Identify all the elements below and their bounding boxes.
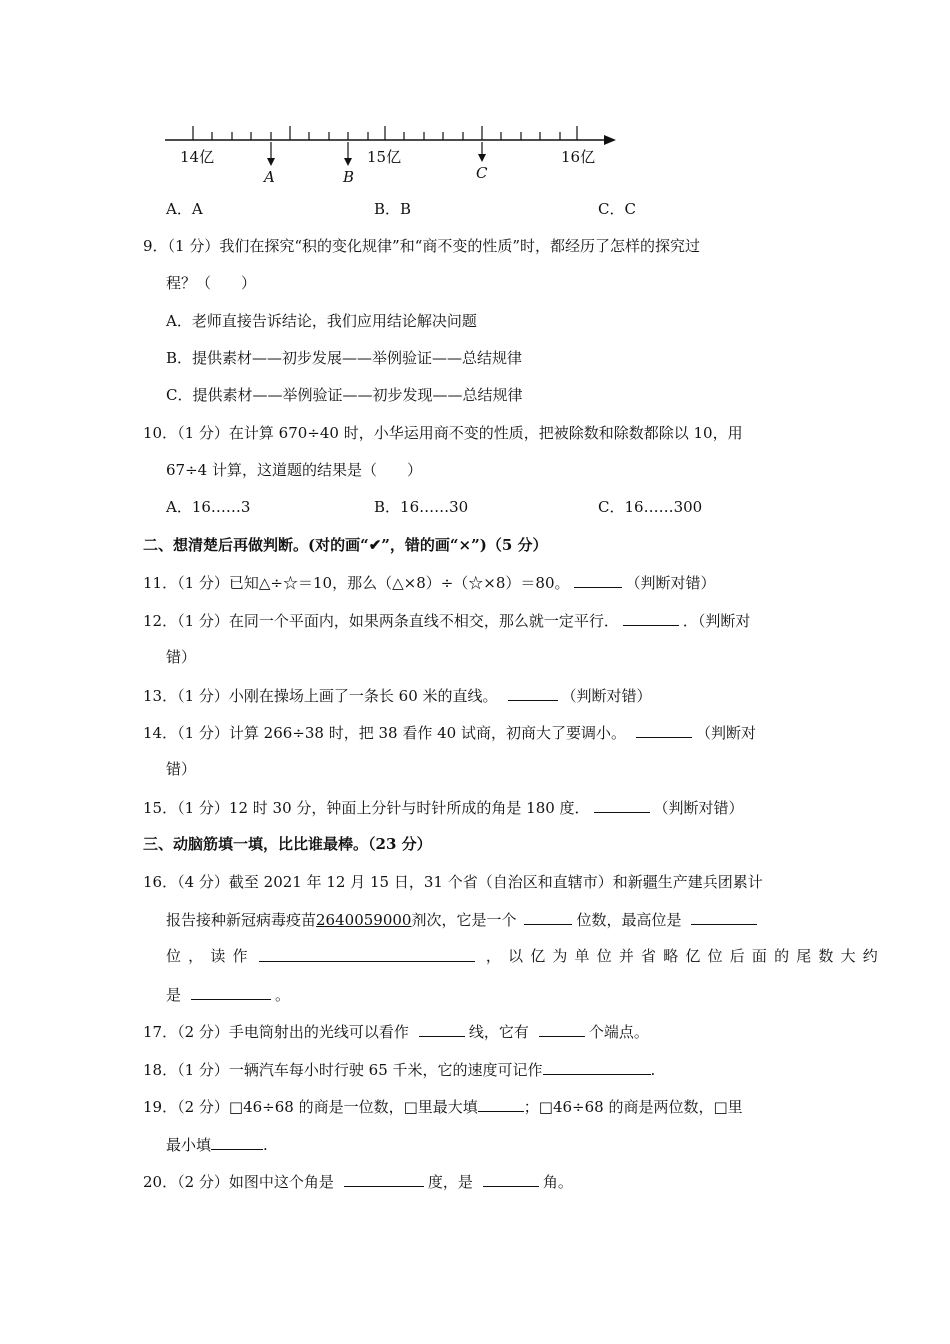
q16-text-c: 位数，最高位是 [576, 911, 682, 929]
q17-text-b: 线，它有 [468, 1023, 529, 1041]
q16-digits-blank[interactable] [524, 909, 572, 925]
q16-word: 大 [840, 947, 856, 965]
q17-text-a: 17．（2 分）手电筒射出的光线可以看作 [143, 1023, 409, 1041]
q16-word: 约 [862, 947, 878, 965]
q15-answer-blank[interactable] [594, 797, 650, 813]
q16-word: 面 [751, 947, 767, 965]
number-line-arrowhead [604, 135, 616, 145]
q17-text-c: 个端点。 [588, 1023, 649, 1041]
q10-stem-line2: 67÷4 计算，这道题的结果是（ ） [166, 461, 422, 479]
q11-text: 11．（1 分）已知△÷☆＝10，那么（△×8）÷（☆×8）＝80。 [143, 574, 570, 592]
q12-text: 12．（1 分）在同一个平面内，如果两条直线不相交，那么就一定平行． [143, 612, 619, 630]
q16-stem-line3 [166, 946, 878, 966]
q19-line2 [166, 1134, 268, 1155]
q15-suffix: （判断对错） [653, 799, 744, 817]
q12-suffix: ．（判断对 [682, 612, 751, 630]
q12-answer-blank[interactable] [623, 610, 679, 626]
q10-option-a[interactable]: A．16……3 [166, 498, 251, 516]
q11 [143, 572, 716, 593]
q19-text-c: 最小填 [166, 1136, 212, 1154]
q17 [143, 1021, 649, 1042]
q16-word: 单 [574, 947, 590, 965]
q10-option-b[interactable]: B．16……30 [374, 498, 469, 516]
q16-stem-line4 [166, 984, 290, 1005]
q14-line2: 错） [166, 760, 197, 778]
q14-suffix: （判断对 [695, 724, 756, 742]
marker-a [262, 142, 275, 186]
q17-endpoint-blank[interactable] [539, 1021, 585, 1037]
q14 [143, 722, 756, 743]
q16-word: 位 [707, 947, 723, 965]
q19 [143, 1096, 743, 1117]
svg-text:C: C [476, 164, 488, 182]
q18-text-b: . [650, 1061, 656, 1079]
q20-degree-blank[interactable] [344, 1171, 424, 1187]
q19-max-blank[interactable] [478, 1096, 524, 1112]
q18-speed-blank[interactable] [543, 1059, 651, 1075]
q16-text-a: 报告接种新冠病毒疫苗 [166, 911, 317, 929]
q16-text-e: 。 [275, 986, 291, 1004]
q16-word: 并 [618, 947, 634, 965]
label-16yi: 16亿 [561, 148, 596, 166]
svg-text:B: B [343, 168, 355, 186]
marker-b [342, 142, 354, 186]
q13 [143, 685, 652, 706]
q14-text: 14．（1 分）计算 266÷38 时，把 38 看作 40 试商，初商大了要调小。 [143, 724, 626, 742]
q12-line2: 错） [166, 648, 197, 666]
q19-text-b: ；□46÷68 的商是两位数，□里 [523, 1098, 743, 1116]
label-14yi: 14亿 [180, 148, 215, 166]
q15 [143, 797, 744, 818]
q16-text-b: 剂次，它是一个 [411, 911, 517, 929]
q11-suffix: （判断对错） [625, 574, 716, 592]
q16-word: 省 [641, 947, 657, 965]
q16-stem-line2 [166, 909, 761, 930]
q17-line-type-blank[interactable] [419, 1021, 465, 1037]
q16-word: ， [485, 947, 501, 965]
marker-c [476, 142, 488, 182]
q12 [143, 610, 750, 631]
q16-word: 后 [729, 947, 745, 965]
q16-word: 读 [210, 947, 226, 965]
q16-word: 位 [166, 947, 182, 965]
q15-text: 15．（1 分）12 时 30 分，钟面上分针与时针所成的角是 180 度． [143, 799, 590, 817]
q20-text-b: 度，是 [427, 1173, 473, 1191]
q20 [143, 1171, 573, 1192]
q20-text-a: 20．（2 分）如图中这个角是 [143, 1173, 334, 1191]
q16-word: 的 [774, 947, 790, 965]
q16-word: ， [188, 947, 204, 965]
q9-stem-line1: 9．（1 分）我们在探究“积的变化规律”和“商不变的性质”时，都经历了怎样的探究过 [143, 237, 701, 255]
q16-word: 为 [552, 947, 568, 965]
q16-reading-blank[interactable] [259, 946, 475, 962]
q8-option-c[interactable]: C．C [598, 200, 636, 218]
q14-answer-blank[interactable] [636, 722, 692, 738]
q9-option-b[interactable]: B．提供素材——初步发展——举例验证——总结规律 [166, 349, 523, 367]
q11-answer-blank[interactable] [574, 572, 622, 588]
q16-number: 2640059000 [316, 911, 412, 929]
q13-text: 13．（1 分）小刚在操场上画了一条长 60 米的直线。 [143, 687, 498, 705]
q16-word: 略 [663, 947, 679, 965]
q10-option-c[interactable]: C．16……300 [598, 498, 703, 516]
number-line-figure [160, 118, 620, 190]
q19-min-blank[interactable] [211, 1134, 263, 1150]
q16-highest-place-blank[interactable] [691, 909, 757, 925]
q19-text-a: 19．（2 分）□46÷68 的商是一位数，□里最大填 [143, 1098, 478, 1116]
label-15yi: 15亿 [367, 148, 402, 166]
q9-option-a[interactable]: A．老师直接告诉结论，我们应用结论解决问题 [166, 312, 477, 330]
q16-text-d: 是 [166, 986, 182, 1004]
number-line-ticks [193, 126, 577, 140]
q16-word: 位 [596, 947, 612, 965]
q19-text-d: . [263, 1136, 268, 1154]
q16-word: 作 [232, 947, 248, 965]
q13-suffix: （判断对错） [561, 687, 652, 705]
section3-title: 三、动脑筋填一填，比比谁最棒。（23 分） [143, 835, 432, 853]
q16-word: 数 [818, 947, 834, 965]
q16-word: 尾 [796, 947, 812, 965]
q8-option-a[interactable]: A．A [166, 200, 203, 218]
q16-word: 亿 [530, 947, 546, 965]
q20-text-c: 角。 [542, 1173, 573, 1191]
q16-stem-line1: 16．（4 分）截至 2021 年 12 月 15 日，31 个省（自治区和直辖市）和新疆生产建兵团累计 [143, 873, 763, 891]
q10-stem-line1: 10．（1 分）在计算 670÷40 时，小华运用商不变的性质，把被除数和除数都除以 10，用 [143, 424, 743, 442]
q18-text-a: 18．（1 分）一辆汽车每小时行驶 65 千米，它的速度可记作 [143, 1061, 543, 1079]
q8-option-b[interactable]: B．B [374, 200, 412, 218]
q16-approx-blank[interactable] [191, 984, 271, 1000]
q16-word: 亿 [685, 947, 701, 965]
q16-word: 以 [508, 947, 524, 965]
svg-text:A: A [264, 168, 275, 186]
section2-title: 二、想清楚后再做判断。(对的画“✔”，错的画“×”)（5 分） [143, 536, 548, 554]
q18 [143, 1059, 655, 1080]
q9-option-c[interactable]: C．提供素材——举例验证——初步发现——总结规律 [166, 386, 523, 404]
q9-stem-line2: 程？（ ） [166, 274, 257, 292]
q20-angle-type-blank[interactable] [483, 1171, 539, 1187]
q13-answer-blank[interactable] [508, 685, 558, 701]
